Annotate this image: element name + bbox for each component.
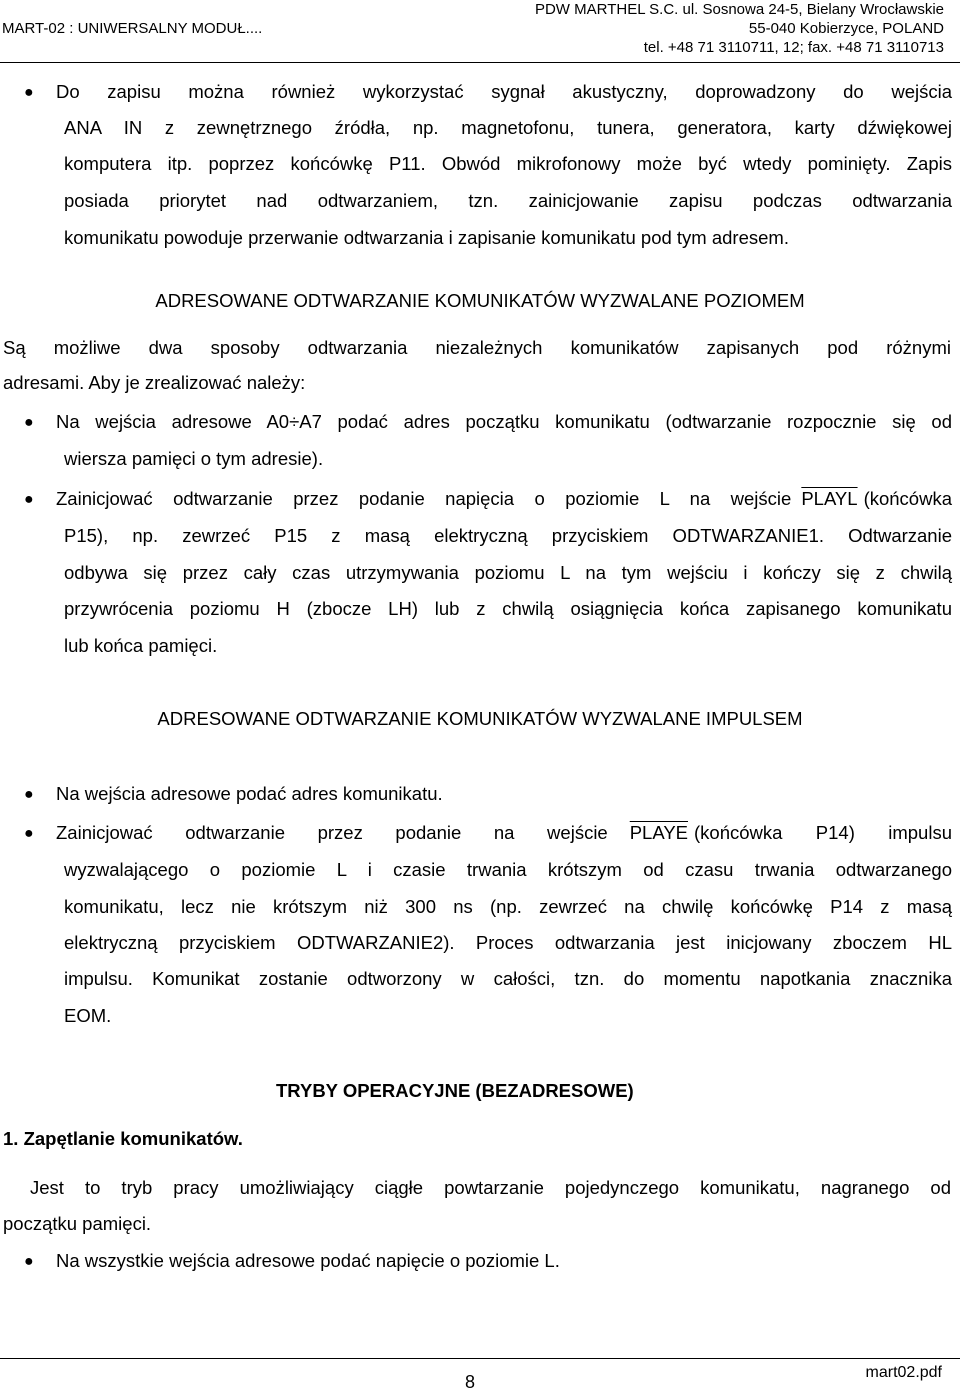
- impulse-b2-l2: wyzwalającego o poziomie L i czasie trwania krótszym od czasu trwania odtwarzanego: [64, 859, 952, 880]
- section-heading-impulse: ADRESOWANE ODTWARZANIE KOMUNIKATÓW WYZWALANE IMPULSEM: [157, 708, 803, 729]
- signal-playe: PLAYE: [629, 822, 688, 843]
- section-heading-modes: TRYBY OPERACYJNE (BEZADRESOWE): [276, 1080, 634, 1101]
- level-b2-l5: lub końca pamięci.: [64, 635, 218, 656]
- bullet-icon: ●: [24, 1253, 34, 1270]
- intro-bullet-l1: Do zapisu można również wykorzystać sygnał akustyczny, doprowadzony do wejścia: [56, 81, 952, 102]
- modes-para-l1: Jest to tryb pracy umożliwiający ciągłe powtarzanie pojedynczego komunikatu, nagranego od: [30, 1177, 951, 1198]
- level-b2-l3: odbywa się przez cały czas utrzymywania poziomu L na tym wejściu i kończy się z chwilą: [64, 562, 952, 583]
- level-b1-l2: wiersza pamięci o tym adresie).: [64, 448, 324, 469]
- company-line: PDW MARTHEL S.C. ul. Sosnowa 24-5, Bielany Wrocławskie: [534, 1, 944, 18]
- modes-para-l2: początku pamięci.: [3, 1213, 152, 1234]
- intro-bullet-l2: ANA IN z zewnętrznego źródła, np. magnetofonu, tunera, generatora, karty dźwiękowej: [64, 117, 952, 138]
- intro-bullet-l5: komunikatu powoduje przerwanie odtwarzania i zapisanie komunikatu pod tym adresem.: [64, 227, 789, 248]
- section-level-para-l1: Są możliwe dwa sposoby odtwarzania niezależnych komunikatów zapisanych pod różnymi: [3, 337, 951, 358]
- level-b2-l2: P15), np. zewrzeć P15 z masą elektryczną przyciskiem ODTWARZANIE1. Odtwarzanie: [64, 525, 952, 546]
- bullet-icon: ●: [24, 84, 34, 101]
- level-b2-l4: przywrócenia poziomu H (zbocze LH) lub z chwilą osiągnięcia końca zapisanego komunikatu: [64, 598, 952, 619]
- level-b2-l1-text: Zainicjować odtwarzanie przez podanie napięcia o poziomie L na wejście: [56, 488, 792, 509]
- section-level-para-l2: adresami. Aby je zrealizować należy:: [3, 372, 306, 393]
- bullet-icon: ●: [24, 786, 34, 803]
- level-b2-l1-tail: (końcówka: [863, 488, 952, 509]
- impulse-b2-l3: komunikatu, lecz nie krótszym niż 300 ns (np. zewrzeć na chwilę końcówkę P14 z masą: [64, 896, 952, 917]
- impulse-b2-l1-text: Zainicjować odtwarzanie przez podanie na wejście: [56, 822, 608, 843]
- page-header: [0, 0, 960, 62]
- signal-playl: PLAYL: [801, 488, 858, 509]
- impulse-b2-l5: impulsu. Komunikat zostanie odtworzony w całości, tzn. do momentu napotkania znacznika: [64, 968, 952, 989]
- bullet-icon: ●: [24, 414, 34, 431]
- section-heading-level: ADRESOWANE ODTWARZANIE KOMUNIKATÓW WYZWALANE POZIOMEM: [155, 290, 805, 311]
- bullet-icon: ●: [24, 491, 34, 508]
- impulse-b2-l1-tail: (końcówka P14) impulsu: [694, 822, 952, 843]
- company-info: [535, 0, 944, 57]
- modes-b1: Na wszystkie wejścia adresowe podać napięcie o poziomie L.: [56, 1250, 560, 1271]
- level-b2-l1: [56, 481, 952, 518]
- footer-divider: [0, 1358, 960, 1359]
- impulse-b2-l1: [56, 815, 952, 852]
- intro-bullet-l4: posiada priorytet nad odtwarzaniem, tzn. zainicjowanie zapisu podczas odtwarzania: [64, 190, 952, 211]
- header-divider: [0, 62, 960, 63]
- impulse-b1: Na wejścia adresowe podać adres komunikatu.: [56, 783, 443, 804]
- doc-title: MART-02 : UNIWERSALNY MODUŁ....: [2, 20, 263, 37]
- level-b1-l1: Na wejścia adresowe A0÷A7 podać adres początku komunikatu (odtwarzanie rozpocznie się od: [56, 411, 952, 432]
- intro-bullet-l3: komputera itp. poprzez końcówkę P11. Obwód mikrofonowy może być wtedy pominięty. Zapis: [64, 153, 952, 174]
- impulse-b2-l4: elektryczną przyciskiem ODTWARZANIE2). Proces odtwarzania jest inicjowany zboczem HL: [64, 932, 952, 953]
- page-number: 8: [465, 1372, 476, 1392]
- impulse-b2-l6: EOM.: [64, 1005, 112, 1026]
- phone-line: tel. +48 71 3110711, 12; fax. +48 71 3110713: [643, 39, 944, 56]
- sub-heading-looping: 1. Zapętlanie komunikatów.: [3, 1128, 243, 1149]
- bullet-icon: ●: [24, 825, 34, 842]
- address-line: 55-040 Kobierzyce, POLAND: [748, 20, 944, 37]
- file-name: mart02.pdf: [865, 1364, 942, 1381]
